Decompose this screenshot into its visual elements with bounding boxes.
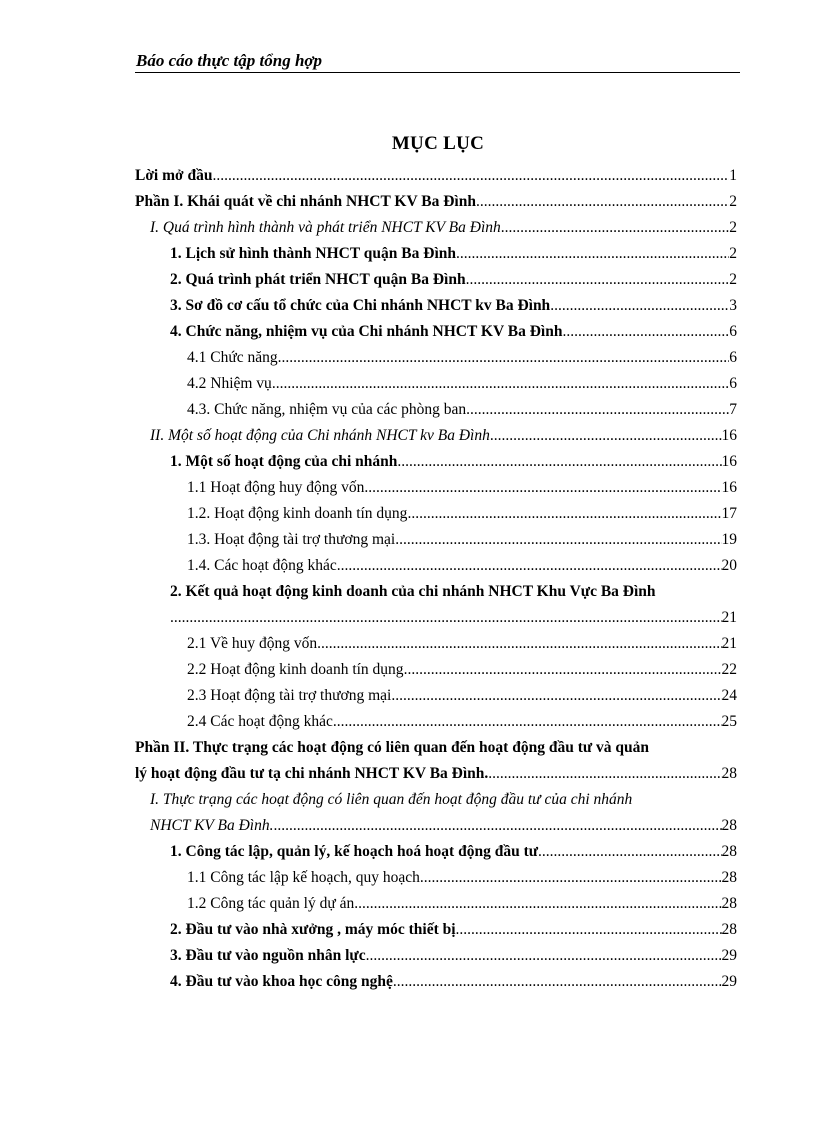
dot-leader (562, 323, 729, 341)
dot-leader (397, 453, 721, 471)
toc-entry[interactable]: Lời mở đầu ..... 1 (135, 167, 737, 191)
page-number: 25 (721, 713, 737, 730)
page-number: 16 (721, 479, 737, 496)
toc-entry[interactable]: Phần I. Khái quát về chi nhánh NHCT KV Ba Đình ..... 2 (135, 193, 737, 217)
dot-leader (538, 843, 721, 861)
page-number: 16 (721, 427, 737, 444)
page-number: 2 (729, 193, 737, 210)
dot-leader (476, 193, 729, 211)
dot-leader (391, 687, 721, 705)
page-number: 1 (729, 167, 737, 184)
dot-leader (550, 297, 729, 315)
toc-entry-title[interactable]: Phần II. Thực trạng các hoạt động có liên quan đến hoạt động đầu tư và quản (135, 739, 650, 756)
page-number: 17 (721, 505, 737, 522)
toc-entry[interactable]: I. Quá trình hình thành và phát triển NHCT KV Ba Đình ..... 2 (150, 219, 737, 243)
toc-entry[interactable]: 1. Lịch sử hình thành NHCT quận Ba Đình ..... 2 (170, 245, 737, 269)
dot-leader (337, 557, 722, 575)
dot-leader (278, 349, 730, 367)
header-text: Báo cáo thực tập tổng hợp (136, 51, 323, 70)
page-number: 7 (729, 401, 737, 418)
dot-leader (456, 245, 729, 263)
page-number: 3 (729, 297, 737, 314)
toc-entry[interactable]: 4.2 Nhiệm vụ ..... 6 (187, 375, 737, 399)
page-number: 6 (729, 349, 737, 366)
dot-leader (490, 427, 722, 445)
toc-entry[interactable]: 2. Đầu tư vào nhà xưởng , máy móc thiết bị ..... 28 (170, 921, 737, 945)
toc-entry[interactable]: 4.1 Chức năng ..... 6 (187, 349, 737, 373)
page-number: 24 (721, 687, 737, 704)
dot-leader (393, 973, 722, 991)
page-header (135, 50, 740, 73)
dot-leader (366, 947, 722, 965)
page-number: 21 (721, 609, 737, 626)
page-number: 2 (729, 219, 737, 236)
toc-entry[interactable]: 1.2 Công tác quản lý dự án ..... 28 (187, 895, 737, 919)
page-number: 28 (721, 817, 737, 834)
toc-entry-title[interactable]: I. Thực trạng các hoạt động có liên quan đến hoạt động đầu tư của chi nhánh (150, 791, 633, 808)
dot-leader (404, 661, 722, 679)
toc-entry[interactable]: 2.2 Hoạt động kinh doanh tín dụng ..... 22 (187, 661, 737, 685)
dot-leader (456, 921, 722, 939)
toc-entry-continuation[interactable]: NHCT KV Ba Đình. ..... 28 (150, 817, 737, 841)
dot-leader (212, 167, 729, 185)
page-number: 28 (721, 843, 737, 860)
dot-leader (170, 609, 722, 627)
toc-entry[interactable]: 1.2. Hoạt động kinh doanh tín dụng ..... 17 (187, 505, 737, 529)
dot-leader (273, 817, 721, 835)
dot-leader (466, 401, 729, 419)
page-number: 28 (721, 869, 737, 886)
toc-entry[interactable]: 2.4 Các hoạt động khác ..... 25 (187, 713, 737, 737)
dot-leader (407, 505, 721, 523)
page-number: 6 (729, 323, 737, 340)
toc-entry[interactable]: 4.3. Chức năng, nhiệm vụ của các phòng ban ..... 7 (187, 401, 737, 425)
toc-entry[interactable]: 4. Đầu tư vào khoa học công nghệ ..... 29 (170, 973, 737, 997)
page-number: 28 (721, 895, 737, 912)
toc-entry[interactable]: II. Một số hoạt động của Chi nhánh NHCT kv Ba Đình ..... 16 (150, 427, 737, 451)
page-number: 28 (721, 765, 737, 782)
toc-entry[interactable]: 3. Đầu tư vào nguồn nhân lực ..... 29 (170, 947, 737, 971)
dot-leader (466, 271, 730, 289)
toc-entry[interactable]: 1.1 Hoạt động huy động vốn ..... 16 (187, 479, 737, 503)
toc-entry[interactable]: 2.3 Hoạt động tài trợ thương mại ..... 24 (187, 687, 737, 711)
toc-entry[interactable]: 1. Một số hoạt động của chi nhánh ..... 16 (170, 453, 737, 477)
toc-entry[interactable]: 1.1 Công tác lập kế hoạch, quy hoạch ..... 28 (187, 869, 737, 893)
page-number: 21 (721, 635, 737, 652)
toc-entry[interactable]: 1. Công tác lập, quản lý, kế hoạch hoá hoạt động đầu tư ..... 28 (170, 843, 737, 867)
dot-leader (420, 869, 722, 887)
toc-title: MỤC LỤC (391, 133, 485, 154)
page-number: 20 (721, 557, 737, 574)
dot-leader (395, 531, 721, 549)
toc-entry[interactable]: 4. Chức năng, nhiệm vụ của Chi nhánh NHCT KV Ba Đình ..... 6 (170, 323, 737, 347)
page-number: 2 (729, 271, 737, 288)
toc-entry[interactable]: 1.3. Hoạt động tài trợ thương mại ..... 19 (187, 531, 737, 555)
dot-leader (501, 219, 729, 237)
toc-entry[interactable]: 3. Sơ đồ cơ cấu tổ chức của Chi nhánh NHCT kv Ba Đình ..... 3 (170, 297, 737, 321)
toc-entry-continuation[interactable]: lý hoạt động đầu tư tạ chi nhánh NHCT KV Ba Đình. ..... 28 (135, 765, 737, 789)
dot-leader (333, 713, 722, 731)
page-number: 16 (721, 453, 737, 470)
page-number: 29 (721, 947, 737, 964)
page-number: 22 (721, 661, 737, 678)
page-number: 29 (721, 973, 737, 990)
page-number: 19 (721, 531, 737, 548)
toc-entry[interactable]: 1.4. Các hoạt động khác ..... 20 (187, 557, 737, 581)
page-number: 2 (729, 245, 737, 262)
dot-leader (317, 635, 721, 653)
page-number: 6 (729, 375, 737, 392)
dot-leader (272, 375, 729, 393)
toc-entry-continuation[interactable] (170, 609, 737, 633)
toc-entry-title[interactable]: 2. Kết quả hoạt động kinh doanh của chi nhánh NHCT Khu Vực Ba Đình (170, 583, 656, 600)
toc-entry[interactable]: 2.1 Về huy động vốn ..... 21 (187, 635, 737, 659)
toc-entry[interactable]: 2. Quá trình phát triển NHCT quận Ba Đình ..... 2 (170, 271, 737, 295)
dot-leader (354, 895, 721, 913)
dot-leader (364, 479, 721, 497)
page-number: 28 (721, 921, 737, 938)
dot-leader (488, 765, 721, 783)
